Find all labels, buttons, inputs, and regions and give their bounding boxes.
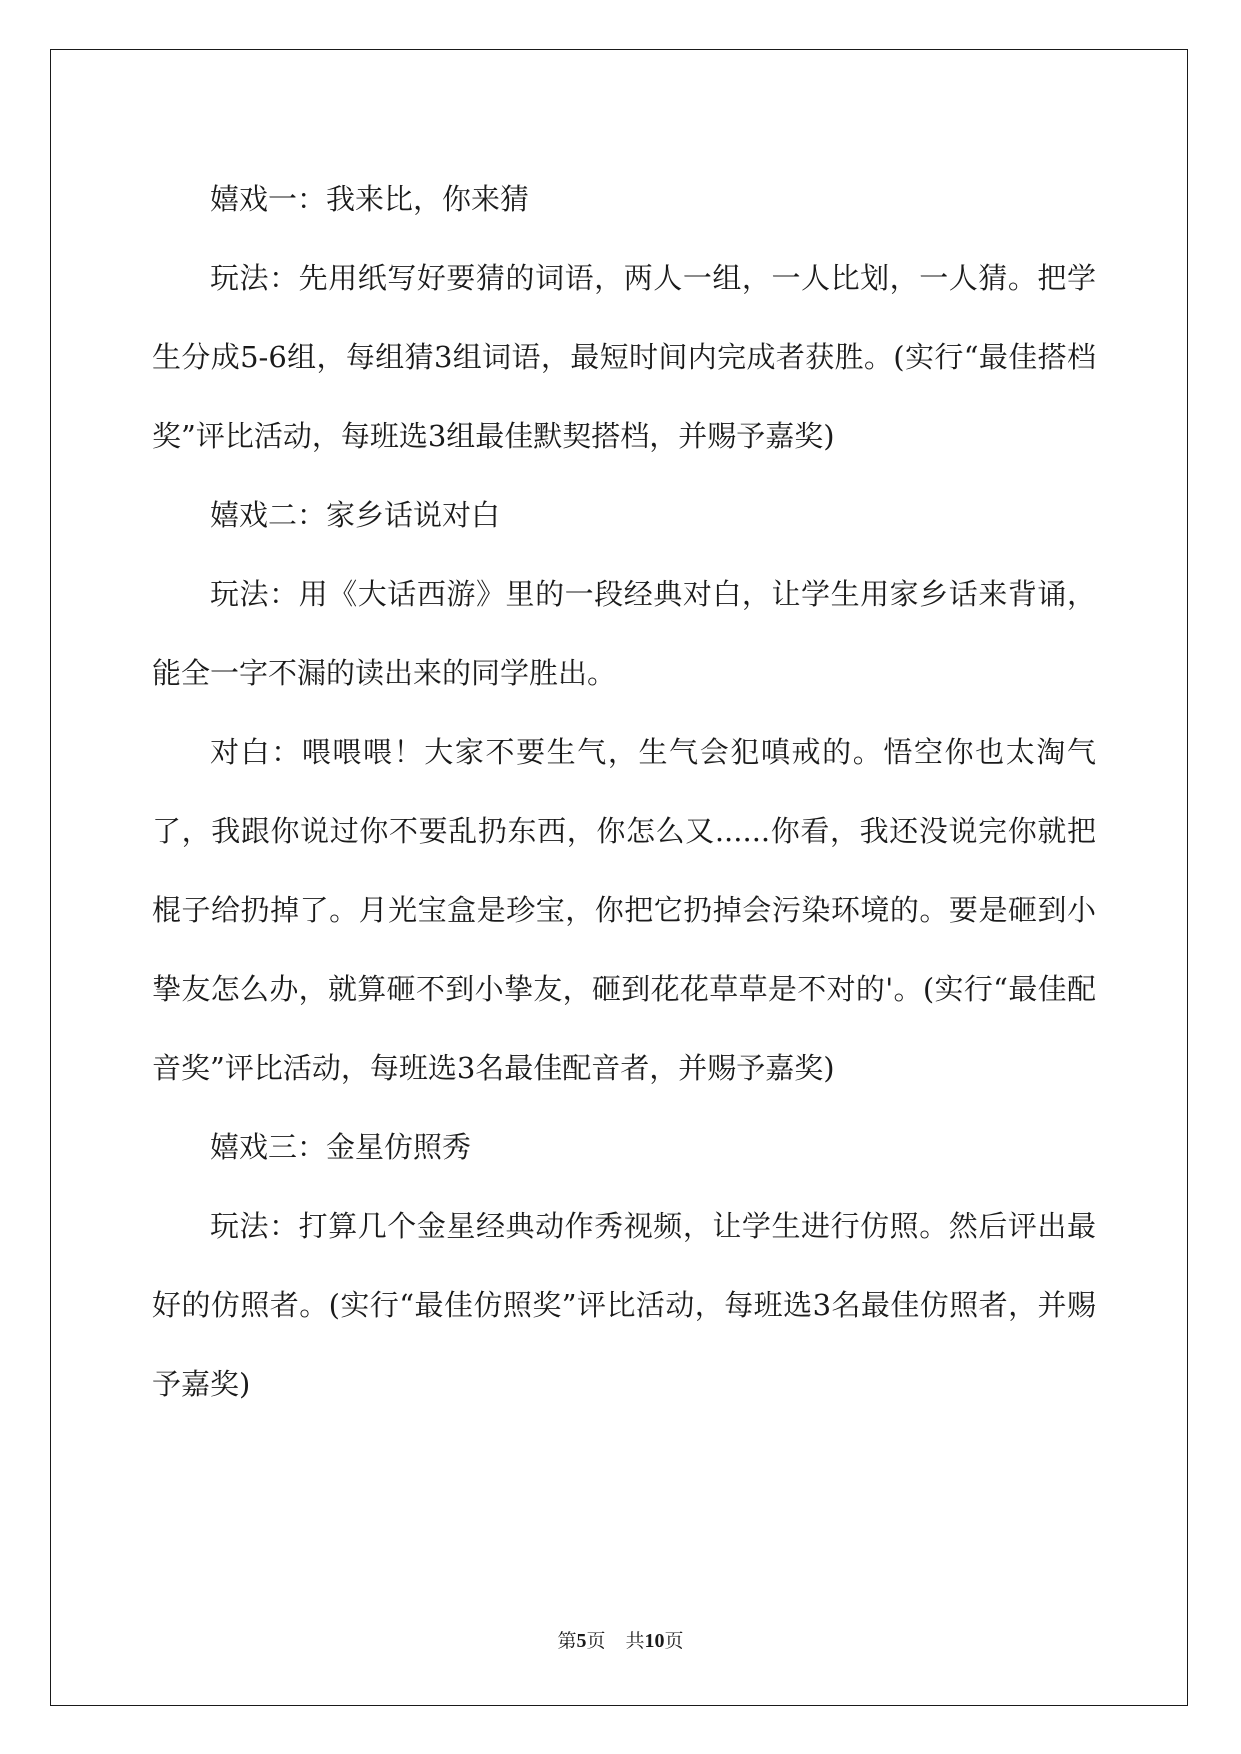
footer-total-prefix: 共 bbox=[625, 1630, 645, 1652]
game-two-heading: 嬉戏二：家乡话说对白 bbox=[210, 498, 501, 532]
total-page-count: 10 bbox=[644, 1630, 665, 1652]
current-page-number: 5 bbox=[576, 1630, 587, 1652]
game-three-heading: 嬉戏三：金星仿照秀 bbox=[210, 1130, 472, 1164]
game-two-dialogue: 对白：喂喂喂！大家不要生气，生气会犯嗔戒的。悟空你也太淘气了，我跟你说过你不要乱扔东西，你怎么又......你看，我还没说完你就把棍子给扔掉了。月光宝盒是珍宝，你把它扔掉会污染环境的。要是砸到小挚友怎么办，就算砸不到小挚友，砸到花花草草是不对的'。(实行“最佳配音奖”评比活动，每班选3名最佳配音者，并赐予嘉奖) bbox=[152, 735, 1096, 1085]
game-one-rules: 玩法：先用纸写好要猜的词语，两人一组，一人比划，一人猜。把学生分成5-6组，每组猜3组词语，最短时间内完成者获胜。(实行“最佳搭档奖”评比活动，每班选3组最佳默契搭档，并赐予嘉奖) bbox=[152, 261, 1096, 453]
game-three-rules: 玩法：打算几个金星经典动作秀视频，让学生进行仿照。然后评出最好的仿照者。(实行“最佳仿照奖”评比活动，每班选3名最佳仿照者，并赐予嘉奖) bbox=[152, 1209, 1096, 1401]
game-one-heading: 嬉戏一：我来比，你来猜 bbox=[210, 182, 530, 216]
footer-total-suffix: 页 bbox=[664, 1630, 684, 1652]
game-two-rules: 玩法：用《大话西游》里的一段经典对白，让学生用家乡话来背诵，能全一字不漏的读出来的同学胜出。 bbox=[152, 577, 1096, 690]
document-body bbox=[152, 160, 1096, 1424]
footer-prefix: 第 bbox=[557, 1630, 577, 1652]
page-footer bbox=[0, 1626, 1241, 1653]
footer-page-suffix: 页 bbox=[586, 1630, 606, 1652]
